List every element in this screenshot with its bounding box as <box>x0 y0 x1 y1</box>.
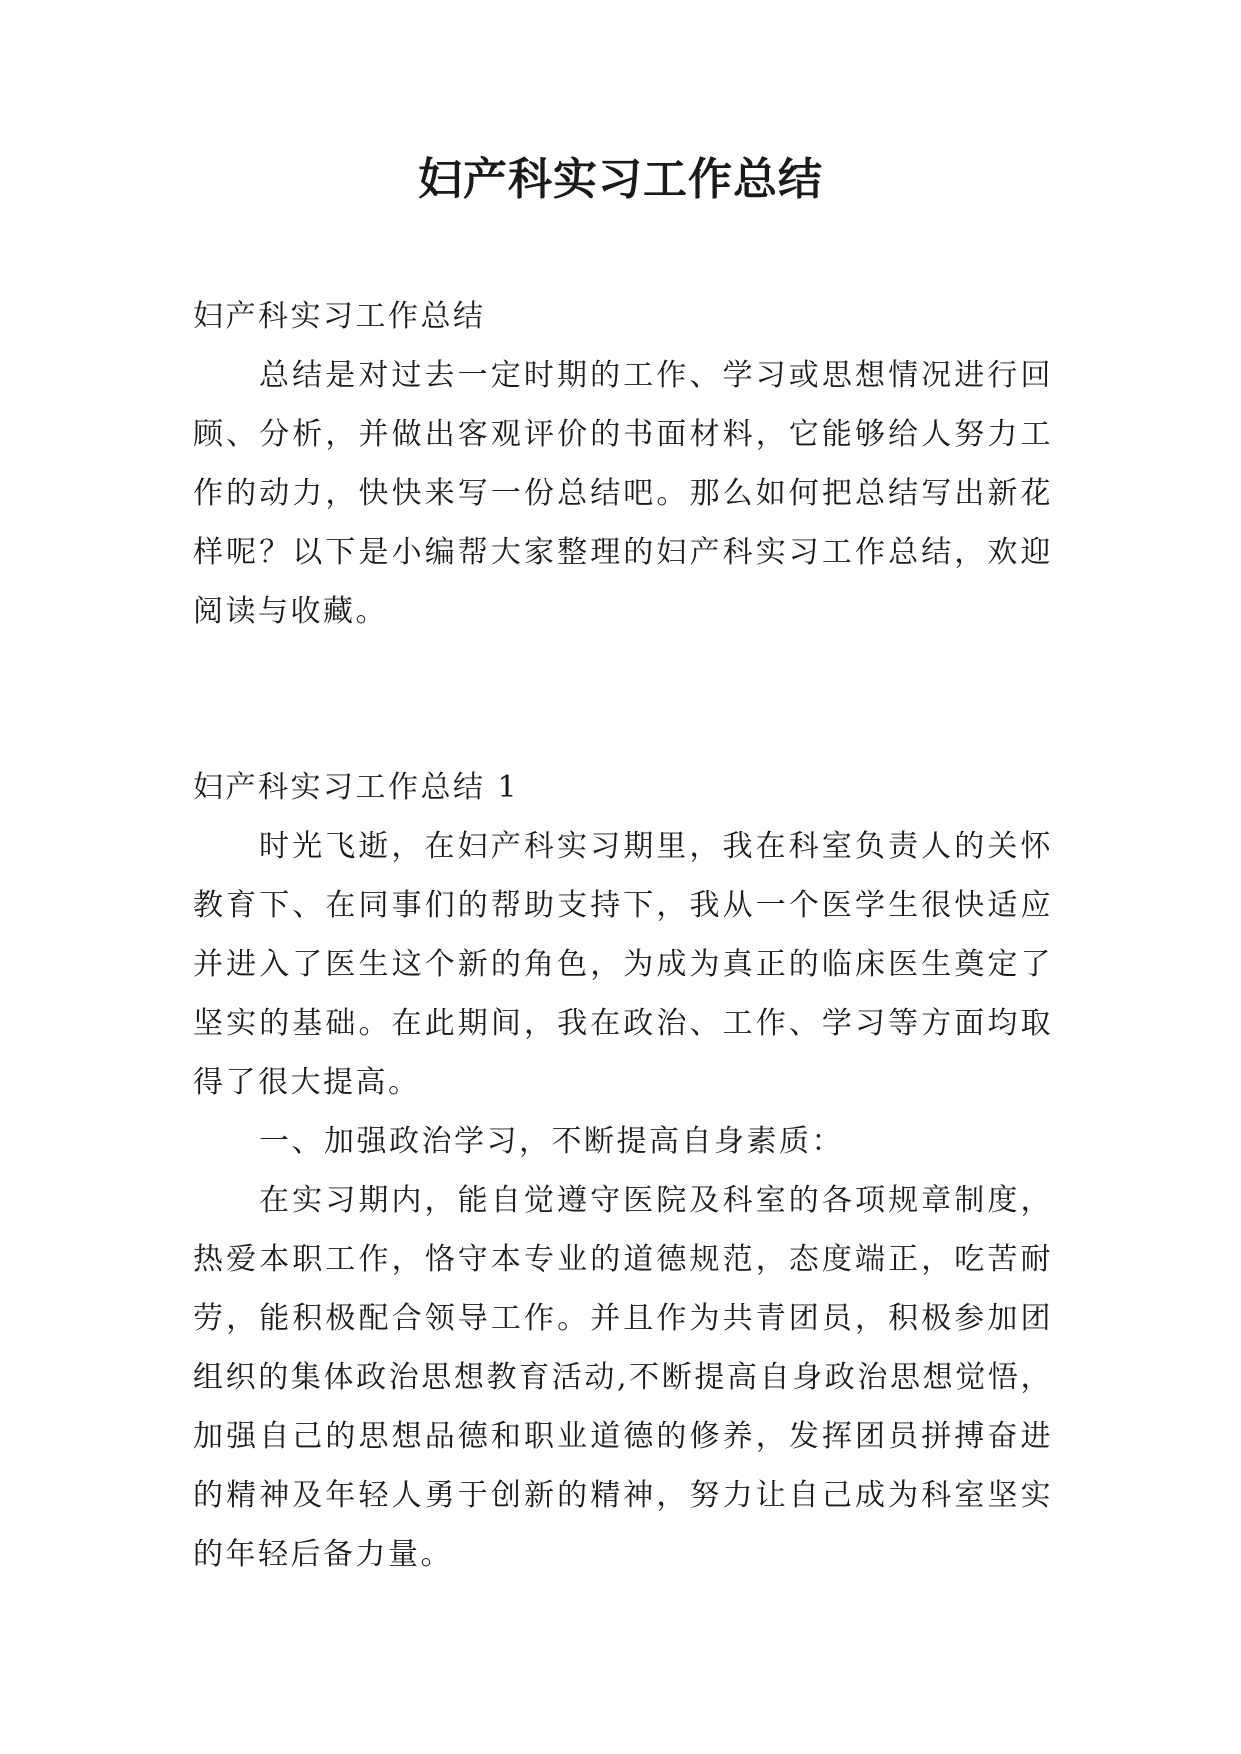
section-1-paragraph-1: 时光飞逝，在妇产科实习期里，我在科室负责人的关怀教育下、在同事们的帮助支持下，我从一个医学生很快适应并进入了医生这个新的角色，为成为真正的临床医生奠定了坚实的基础。在此期间，我在政治、工作、学习等方面均取得了很大提高。 <box>193 829 1053 1100</box>
section-1 <box>193 758 1053 1584</box>
intro-heading: 妇产科实习工作总结 <box>193 299 486 334</box>
section-1-heading: 妇产科实习工作总结 1 <box>193 770 520 805</box>
section-1-paragraph-2: 在实习期内，能自觉遵守医院及科室的各项规章制度，热爱本职工作，恪守本专业的道德规范，态度端正，吃苦耐劳，能积极配合领导工作。并且作为共青团员，积极参加团组织的集体政治思想教育活动,不断提高自身政治思想觉悟，加强自己的思想品德和职业道德的修养，发挥团员拼搏奋进的精神及年轻人勇于创新的精神，努力让自己成为科室坚实的年轻后备力量。 <box>193 1183 1053 1572</box>
intro-paragraph: 总结是对过去一定时期的工作、学习或思想情况进行回顾、分析，并做出客观评价的书面材料，它能够给人努力工作的动力，快快来写一份总结吧。那么如何把总结写出新花样呢？以下是小编帮大家整理的妇产科实习工作总结，欢迎阅读与收藏。 <box>193 358 1053 629</box>
section-1-subheading: 一、加强政治学习，不断提高自身素质： <box>259 1124 844 1159</box>
intro-section <box>193 287 1053 641</box>
document-title: 妇产科实习工作总结 <box>418 154 823 205</box>
